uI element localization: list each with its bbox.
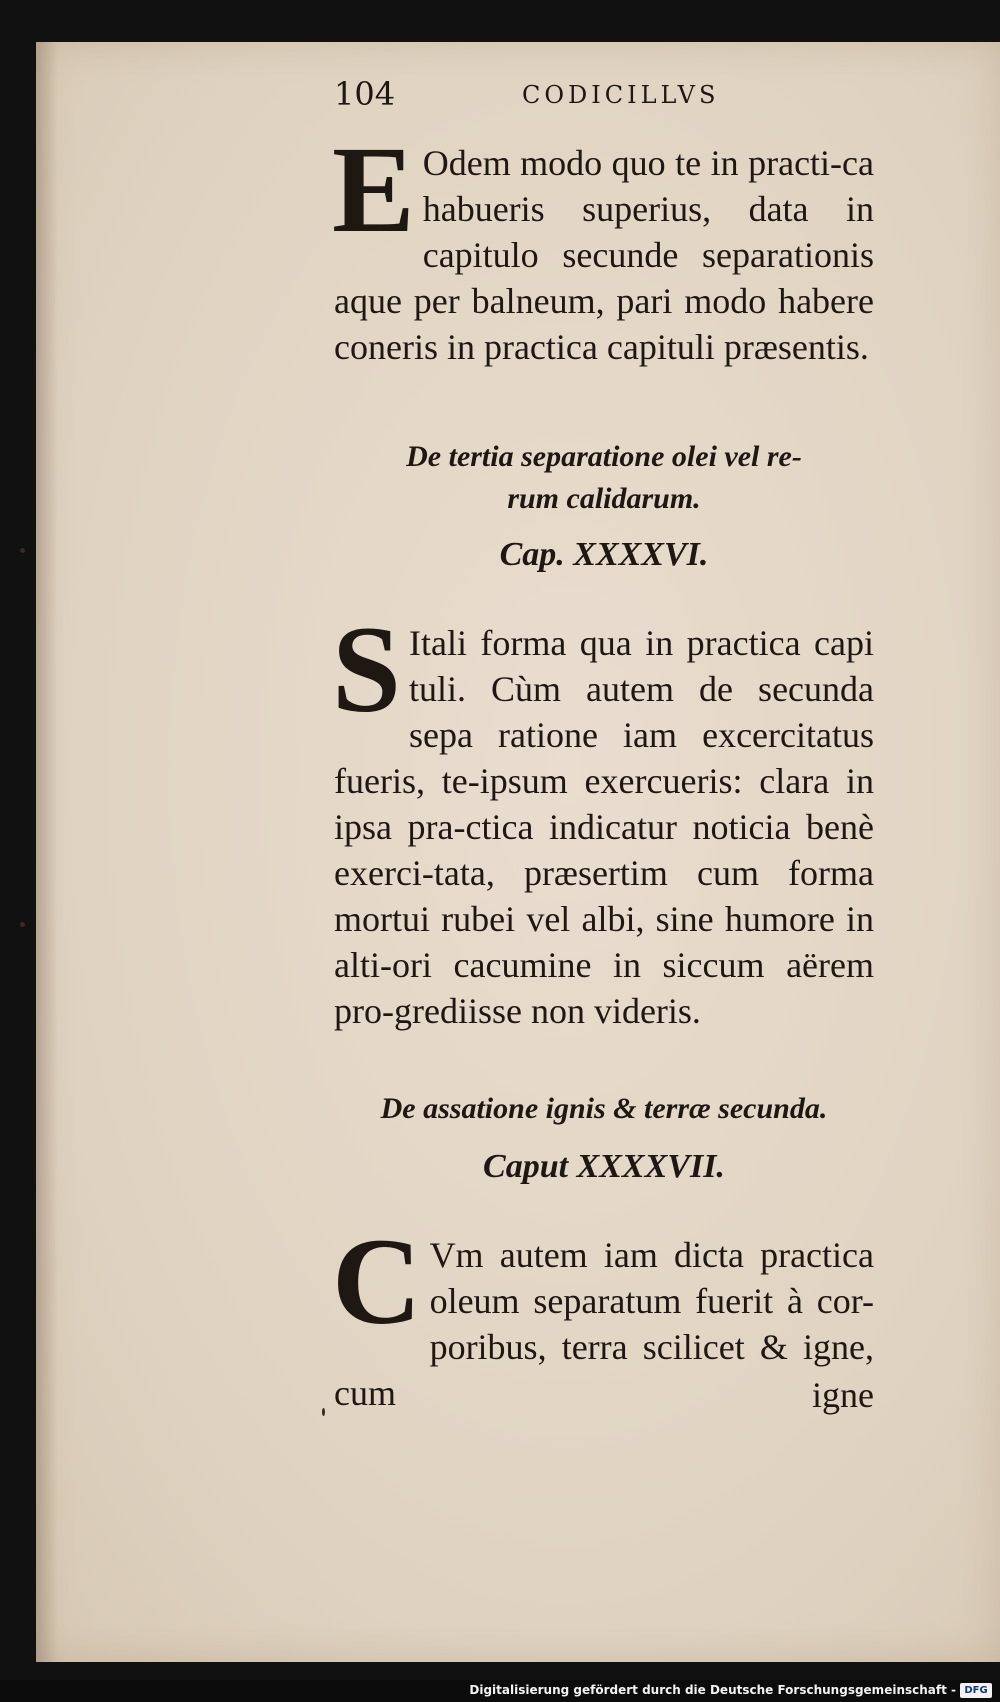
footer-bar [0,1680,1000,1702]
dfg-logo: DFG [960,1683,992,1698]
digitization-credit: Digitalisierung gefördert durch die Deutsche Forschungsgemeinschaft - [469,1683,956,1697]
catchword: igne [812,1375,874,1415]
running-title: CODICILLVS [522,81,720,109]
section1-paragraph [332,121,874,370]
ink-spot [322,1408,325,1416]
ink-spot [20,922,25,927]
chapter-46-title-line2: rum calidarum. [507,482,701,515]
chapter-46-title-line1: De tertia separatione olei vel re- [406,440,802,473]
page-gutter-shadow [36,42,58,1662]
chapter-47-title: De assatione ignis & terræ secunda. [380,1092,828,1125]
section2-text: Itali forma qua in practica capi tuli. Cùm autem de secunda sepa ratione iam excercitatus fueris, te-ipsum exercueris: clara in ipsa pra-ctica indicatur noticia benè exerci-tata, præsertim cum forma mortui rubei vel albi, sine humore in alti-ori cacumine in siccum aërem pro-grediisse non videris. [334,623,874,1031]
section3-text: Vm autem iam dicta practica oleum separatum fuerit à cor-poribus, terra scilicet & igne, cum [334,1235,874,1413]
page-number: 104 [334,75,396,113]
dropcap-c: C [332,1213,422,1350]
dropcap-e: E [332,121,415,258]
section2-paragraph [332,601,874,1034]
chapter-47-heading [334,1088,874,1188]
dropcap-s: S [332,601,401,738]
chapter-46-heading [334,436,874,576]
chapter-47-number: Caput XXXXVII. [483,1148,725,1185]
running-head [334,75,854,125]
ink-spot [20,548,25,553]
section1-text: Odem modo quo te in practi-ca habueris superius, data in capitulo secunde separationis aque per balneum, pari modo habere coneris in practica capituli præsentis. [334,143,874,367]
chapter-46-number: Cap. XXXXVI. [499,536,709,573]
